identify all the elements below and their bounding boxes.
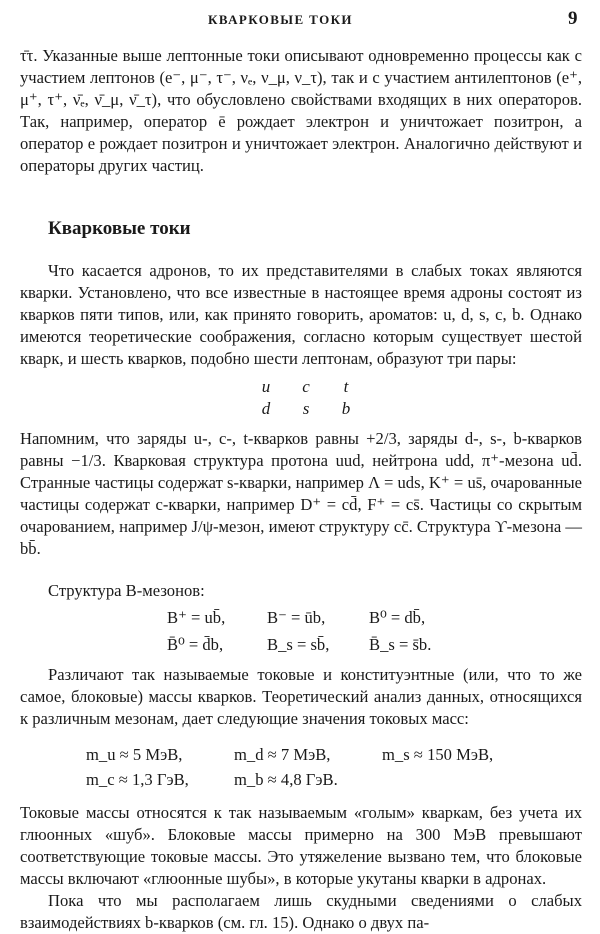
paragraph-6-text: Пока что мы располагаем лишь скудными сведениями о слабых взаимодействиях b-кварков (см. гл. 15). Однако о двух па-	[20, 891, 582, 932]
quark-u: u	[261, 377, 271, 396]
formula-row	[20, 743, 582, 766]
formula: m_d ≈ 7 МэВ,	[234, 745, 331, 764]
paragraph-2	[20, 428, 582, 560]
quark-pairs-table	[246, 376, 366, 420]
running-title: КВАРКОВЫЕ ТОКИ	[208, 12, 353, 27]
formula: B̄⁰ = d̄b,	[167, 635, 224, 654]
section-title: Кварковые токи	[48, 218, 191, 239]
paragraph-5-text: Токовые массы относятся к так называемым «голым» кваркам, без учета их глюонных «шуб». Блоковые массы примерно на 300 МэВ превышают соответствующие токовые массы. Это утяжеление вызвано тем, что блоковые массы включают «глюонные шубы», в которые укутаны кварки в адронах.	[20, 803, 582, 888]
paragraph-2-text: Напомним, что заряды u-, c-, t-кварков равны +2/3, заряды d-, s-, b-кварков равны −1/3. Кварковая структура протона uud, нейтрона udd, π⁺-мезона ud̄. Странные частицы содержат s-кварки, например Λ = uds, K⁺ = us̄, очарованные частицы содержат c-кварки, например D⁺ = cd̄, F⁺ = cs̄. Частицы со скрытым очарованием, например J/ψ-мезон, имеют структуру cc̄. Структура ϒ-мезона — bb̄.	[20, 429, 582, 558]
quark-t: t	[343, 377, 349, 396]
paragraph-1	[20, 260, 582, 370]
formula: m_c ≈ 1,3 ГэВ,	[86, 770, 189, 789]
paragraph-6	[20, 890, 582, 934]
quark-s: s	[302, 399, 310, 418]
formula: B⁻ = ūb,	[267, 608, 326, 627]
formula: m_b ≈ 4,8 ГэВ.	[234, 770, 338, 789]
formula: B⁺ = ub̄,	[167, 608, 226, 627]
paragraph-1-text: Что касается адронов, то их представителями в слабых токах являются кварки. Установлено, что все известные в настоящее время адроны состоят из кварков пяти типов, или, как принято говорить, ароматов: u, d, s, c, b. Однако имеются теоретические соображения, согласно которым существует шестой кварк, и шесть кварков, подобно шести лептонам, образуют три пары:	[20, 261, 582, 368]
formula: m_u ≈ 5 МэВ,	[86, 745, 183, 764]
paragraph-4-text: Различают так называемые токовые и конституэнтные (или, что то же самое, блоковые) массы кварков. Теоретический анализ данных, относящихся к различным мезонам, дает следующие значения токовых масс:	[20, 665, 582, 728]
formula: m_s ≈ 150 МэВ,	[382, 745, 494, 764]
formula: B⁰ = db̄,	[369, 608, 426, 627]
paragraph-3	[20, 580, 582, 602]
formula-row	[20, 606, 582, 629]
formula-row	[20, 768, 582, 791]
paragraph-4	[20, 664, 582, 730]
quark-d: d	[261, 399, 271, 418]
formula: B̄_s = s̄b.	[369, 635, 432, 654]
quark-mass-formulas	[20, 743, 582, 791]
paragraph-3-text: Структура B-мезонов:	[48, 581, 205, 600]
quark-b: b	[341, 399, 351, 418]
page-number: 9	[568, 8, 578, 29]
quark-c: c	[302, 377, 310, 396]
formula: B_s = sb̄,	[267, 635, 330, 654]
b-meson-formulas	[20, 606, 582, 656]
formula-row	[20, 633, 582, 656]
intro-paragraph	[20, 45, 582, 177]
intro-text: τ̄τ. Указанные выше лептонные токи описывают одновременно процессы как с участием лептонов (e⁻, μ⁻, τ⁻, νₑ, ν_μ, ν_τ), так и с участием антилептонов (e⁺, μ⁺, τ⁺, ν̄ₑ, ν̄_μ, ν̄_τ), что обусловлено свойствами входящих в них операторов. Так, например, оператор ē рождает электрон и уничтожает позитрон, а оператор e рождает позитрон и уничтожает электрон. Аналогично действуют и операторы других частиц.	[20, 46, 582, 175]
paragraph-5	[20, 802, 582, 890]
